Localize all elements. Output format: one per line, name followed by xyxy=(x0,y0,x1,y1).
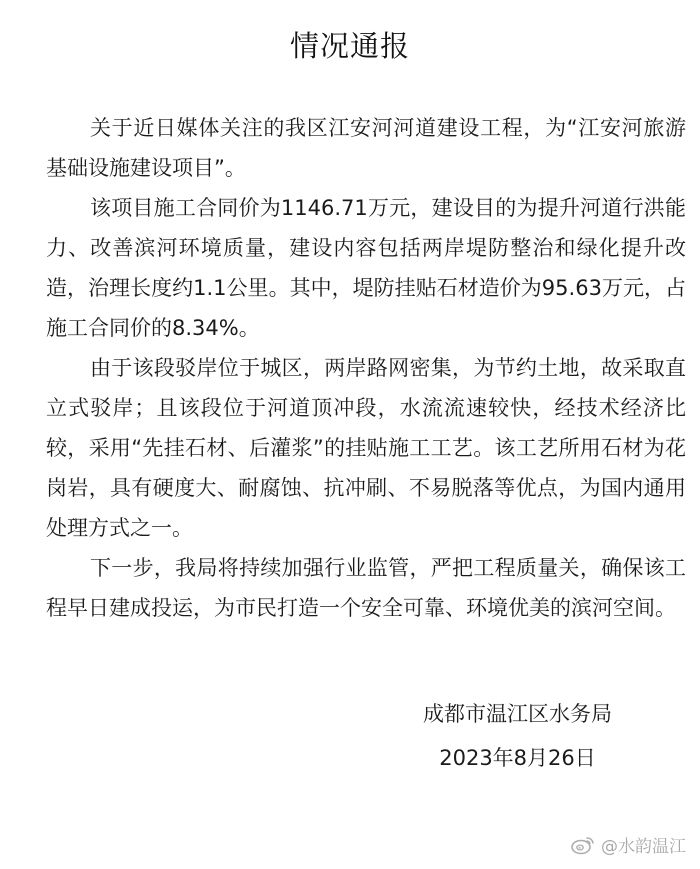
paragraph-2: 该项目施工合同价为1146.71万元，建设目的为提升河道行洪能力、改善滨河环境质量，建设内容包括两岸堤防整治和绿化提升改造，治理长度约1.1公里。其中，堤防挂贴石材造价为95.63万元，占施工合同价的8.34%。 xyxy=(46,196,686,340)
signature-organization: 成都市温江区水务局 xyxy=(423,702,612,726)
signature-block xyxy=(423,694,612,778)
document-body xyxy=(46,108,686,628)
watermark xyxy=(571,832,686,857)
paragraph-3: 由于该段驳岸位于城区，两岸路网密集，为节约土地，故采取直立式驳岸；且该段位于河道顶冲段，水流流速较快，经技术经济比较，采用“先挂石材、后灌浆”的挂贴施工工艺。该工艺所用石材为花岗岩，具有硬度大、耐腐蚀、抗冲刷、不易脱落等优点，为国内通用处理方式之一。 xyxy=(46,356,686,540)
paragraph-1: 关于近日媒体关注的我区江安河河道建设工程，为“江安河旅游基础设施建设项目”。 xyxy=(46,116,686,180)
weibo-icon xyxy=(571,835,595,855)
document-title: 情况通报 xyxy=(289,29,410,63)
watermark-text: @水韵温江 xyxy=(601,837,686,857)
paragraph-4: 下一步，我局将持续加强行业监管，严把工程质量关，确保该工程早日建成投运，为市民打造一个安全可靠、环境优美的滨河空间。 xyxy=(46,556,686,620)
signature-date: 2023年8月26日 xyxy=(439,746,596,770)
